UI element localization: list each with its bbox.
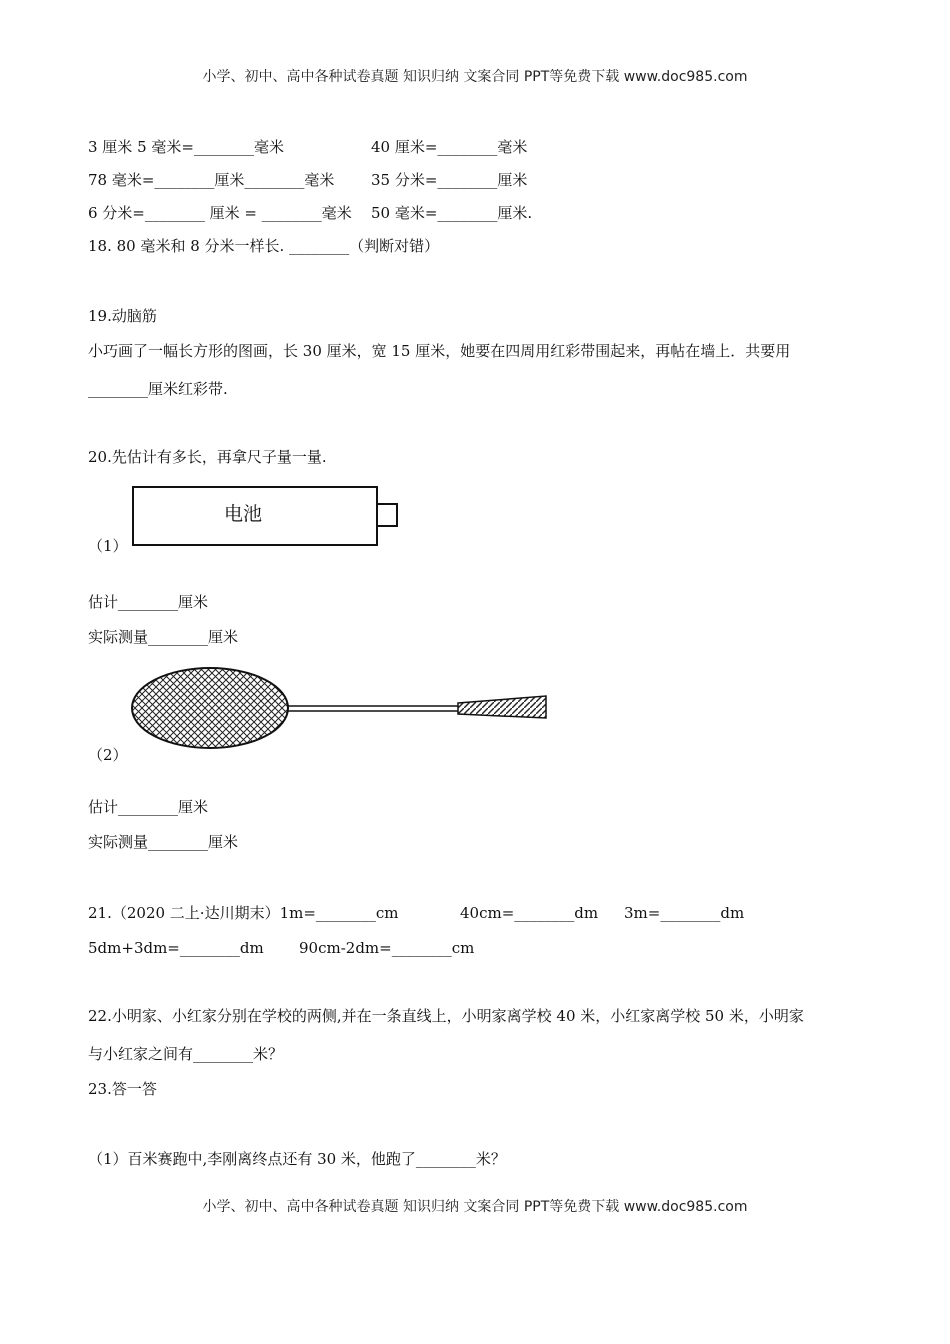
q17-row2-right: 35 分米=________厘米: [371, 171, 528, 189]
page-header: 小学、初中、高中各种试卷真题 知识归纳 文案合同 PPT等免费下载 www.doc985.com: [202, 69, 748, 85]
question-19-title: 19.动脑筋: [88, 307, 157, 325]
question-23-title: 23.答一答: [88, 1080, 157, 1098]
question-20-part2-estimate: 估计________厘米: [88, 798, 209, 816]
question-19-line1: 小巧画了一幅长方形的图画，长 30 厘米，宽 15 厘米，她要在四周用红彩带围起来，再帖在墙上．共要用: [88, 342, 791, 360]
q17-row2-left: 78 毫米=________厘米________毫米: [88, 171, 335, 189]
q17-row1-right: 40 厘米=________毫米: [371, 138, 528, 156]
question-20-part1-label: （1）: [88, 537, 128, 555]
battery-figure: [130, 484, 405, 550]
question-20-title: 20.先估计有多长，再拿尺子量一量.: [88, 448, 327, 466]
page-footer: 小学、初中、高中各种试卷真题 知识归纳 文案合同 PPT等免费下载 www.doc985.com: [202, 1199, 748, 1215]
question-21-c: 3m=________dm: [624, 904, 745, 922]
question-21-b: 40cm=________dm: [460, 904, 599, 922]
question-20-part2-actual: 实际测量________厘米: [88, 833, 239, 851]
question-18: 18. 80 毫米和 8 分米一样长. ________（判断对错）: [88, 237, 440, 255]
badminton-racket-figure: [128, 666, 553, 752]
question-23-part1: （1）百米赛跑中,李刚离终点还有 30 米，他跑了________米？: [88, 1150, 506, 1168]
q17-row3-right: 50 毫米=________厘米.: [371, 204, 533, 222]
question-22-line1: 22.小明家、小红家分别在学校的两侧,并在一条直线上，小明家离学校 40 米，小红家离学校 50 米，小明家: [88, 1007, 804, 1025]
question-21-a: 21.（2020 二上·达川期末）1m=________cm: [88, 904, 399, 922]
question-20-part1-estimate: 估计________厘米: [88, 593, 209, 611]
question-21-d: 5dm+3dm=________dm: [88, 939, 264, 957]
battery-label: 电池: [224, 503, 263, 525]
q17-row1-left: 3 厘米 5 毫米=________毫米: [88, 138, 284, 156]
question-21-e: 90cm-2dm=________cm: [299, 939, 475, 957]
q17-row3-left: 6 分米=________ 厘米 = ________毫米: [88, 204, 352, 222]
question-20-part1-actual: 实际测量________厘米: [88, 628, 239, 646]
question-20-part2-label: （2）: [88, 746, 128, 764]
question-22-line2: 与小红家之间有________米？: [88, 1045, 284, 1063]
question-19-line2: ________厘米红彩带.: [88, 380, 228, 398]
